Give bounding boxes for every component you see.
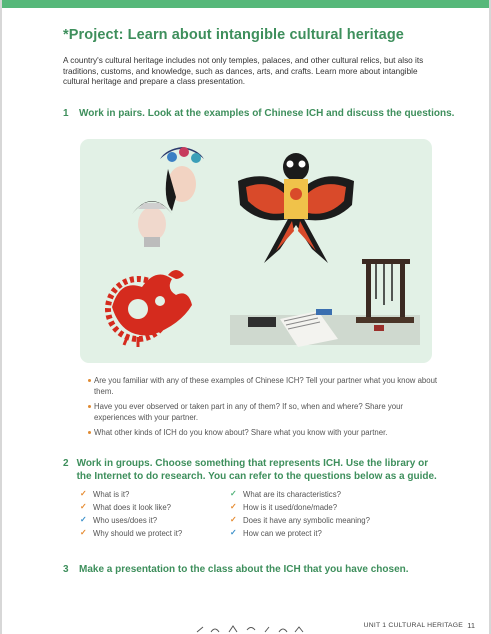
- question-text: Work in groups. Choose something that represents ICH. Use the library or the Internet to do research. You can refer to the questions below as a guide.: [76, 458, 437, 482]
- question-number: 2: [63, 458, 69, 469]
- question-3: [63, 564, 409, 577]
- footer-decoration: [195, 624, 325, 634]
- header-bar: [2, 0, 489, 8]
- discussion-item: Have you ever observed or taken part in any of them? If so, when and where? Share your experiences with your partner.: [88, 401, 438, 423]
- check-icon: ✓: [230, 502, 237, 511]
- check-icon: ✓: [80, 515, 87, 524]
- guide-item: ✓ How is it used/done/made?: [230, 502, 338, 512]
- question-text: Make a presentation to the class about the ICH that you have chosen.: [79, 564, 409, 575]
- ich-examples-image: [80, 139, 432, 363]
- swallow-kite: [238, 153, 354, 263]
- paper-cut-rooster: [108, 270, 192, 347]
- check-icon: ✓: [230, 489, 237, 498]
- check-icon: ✓: [80, 489, 87, 498]
- guide-item: ✓ What is it?: [80, 489, 130, 499]
- check-icon: ✓: [80, 528, 87, 537]
- footer-unit: UNIT 1 CULTURAL HERITAGE: [363, 622, 463, 629]
- guide-item: ✓ Who uses/does it?: [80, 515, 158, 525]
- check-icon: ✓: [230, 528, 237, 537]
- discussion-item: Are you familiar with any of these examples of Chinese ICH? Tell your partner what you know about them.: [88, 375, 438, 397]
- question-number: 1: [63, 108, 69, 119]
- page-title: *Project: Learn about intangible cultural heritage: [63, 27, 404, 43]
- page-border-left: [0, 0, 2, 634]
- guide-item: ✓ How can we protect it?: [230, 528, 322, 538]
- discussion-item: What other kinds of ICH do you know about? Share what you know with your partner.: [88, 427, 438, 438]
- check-icon: ✓: [230, 515, 237, 524]
- peking-opera-masks: [132, 147, 204, 247]
- question-text: Work in pairs. Look at the examples of Chinese ICH and discuss the questions.: [79, 108, 455, 119]
- calligraphy-set: [230, 259, 420, 347]
- intro-paragraph: A country's cultural heritage includes not only temples, palaces, and other cultural relics, but also its traditions, customs, and knowledge, such as dances, arts, and crafts. Learn more about intangible cultural heritage and prepare a class presentation.: [63, 56, 424, 87]
- check-icon: ✓: [80, 502, 87, 511]
- guide-item: ✓ What does it look like?: [80, 502, 172, 512]
- guide-item: ✓ What are its characteristics?: [230, 489, 341, 499]
- guide-item: ✓ Does it have any symbolic meaning?: [230, 515, 370, 525]
- research-guide: [80, 489, 420, 538]
- question-number: 3: [63, 564, 69, 575]
- page-number: 11: [467, 621, 475, 630]
- question-1: [63, 108, 454, 121]
- guide-item: ✓ Why should we protect it?: [80, 528, 183, 538]
- discussion-questions: [88, 375, 438, 442]
- question-2: [63, 458, 441, 483]
- ich-illustration: [80, 139, 432, 363]
